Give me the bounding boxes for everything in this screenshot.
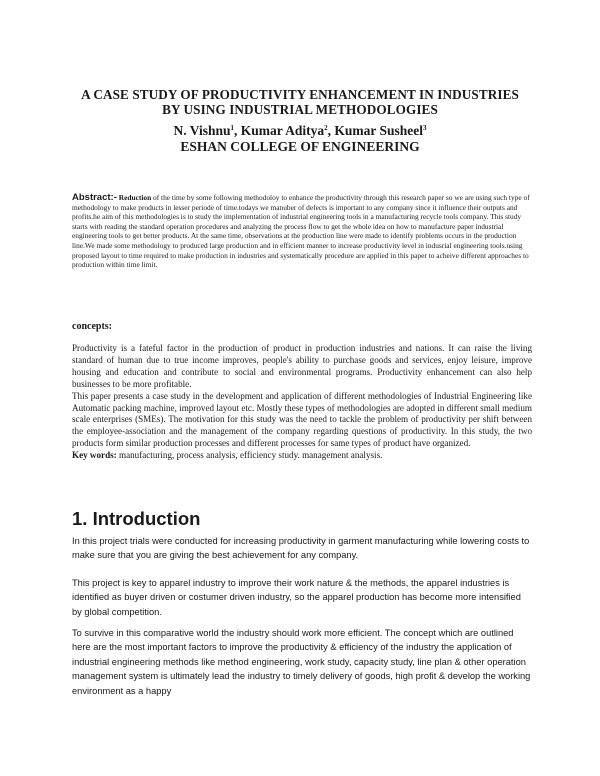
author-affiliation-mark: 1 [230, 124, 234, 132]
title-line-1: A CASE STUDY OF PRODUCTIVITY ENHANCEMENT IN INDUSTRIES [81, 87, 519, 102]
abstract-label: Abstract:- [72, 192, 117, 203]
intro-paragraph: To survive in this comparative world the industry should work more efficient. The concept which are outlined here are the most important factors to improve the productivity & efficiency of the industry the application of industrial engineering methods like method engineering, work study, capacity study, line plan & other operation management system is ultimately lead the industry to timely delivery of goods, high profit & develop the working environment as a happy [72, 628, 531, 696]
abstract-text: of the time by some following methodoloy to enhance the productivity through this research paper so we are using such type of methodology to make products in lesser periode of time.todays we manuber of defects is important to any company since it influence their outputs and profits.he aim of this methodologies is to study the implementation of industrial engineering tools in a manufacturing recycle tools company. This study starts with reading the standard operation procedures and analyzing the process flow to get the whole idea on how to manufacture paper industrial engineering tools to get better products. At the same time, observations at the production line were made to identify problems occurs in the production line.We made some methodology to produced large production and in efficient manner to increase productivity level in indusrial engineering tools.using proposed layout to time required to make production in industries and systematically procedure are applied in this paper to acheive different approaches to production within time limit. [72, 193, 530, 270]
abstract-lead-word: Reduction [118, 193, 152, 202]
author-name: Kumar Susheel [334, 123, 424, 138]
author-separator: , [234, 123, 241, 138]
author-list [60, 120, 540, 139]
paper-title [60, 87, 540, 117]
title-line-2: BY USING INDUSTRIAL METHODOLOGIES [162, 102, 438, 117]
body-paragraph: This paper presents a case study in the development and application of different methodologies of Industrial Engineering like Automatic packing machine, improved layout etc. Mostly these types of methodologies are adopted in different small medium scale enterprises (SMEs). The motivation for this study was the need to tackle the problem of productivity per shift between the employee-association and the management of the company regarding questions of productivity. In this study, the two products form similar production processes and different processes for same types of product have organized. [72, 390, 532, 449]
concepts-body [72, 343, 532, 462]
intro-paragraph: This project is key to apparel industry to improve their work nature & the methods, the apparel industries is identified as buyer driven or costumer driven industry, so the apparel production has become more intensified by global competition. [72, 578, 521, 617]
author-affiliation-mark: 3 [423, 124, 427, 132]
author-name: Kumar Aditya [240, 123, 325, 138]
affiliation: ESHAN COLLEGE OF ENGINEERING [180, 139, 420, 154]
keywords-text: manufacturing, process analysis, efficiency study. management analysis. [116, 450, 383, 461]
author-separator: , [327, 123, 335, 138]
author-name: N. Vishnu [173, 123, 231, 138]
body-paragraph: Productivity is a fateful factor in the production of product in production industries and nations. It can raise the living standard of human due to true income improves, people's ability to purchase goods and services, enjoy leisure, improve housing and education and contribute to social and environmental programs. Productivity enhancement can also help businesses to be more profitable. [72, 343, 532, 389]
concepts-heading: concepts: [72, 321, 112, 332]
keywords [72, 450, 532, 462]
author-affiliation-mark: 2 [324, 124, 328, 132]
section-heading-introduction: 1. Introduction [72, 508, 201, 529]
abstract [72, 193, 532, 270]
intro-paragraph: In this project trials were conducted for increasing productivity in garment manufacturing while lowering costs to make sure that you are giving the best achievement for any company. [72, 536, 530, 561]
keywords-label: Key words: [72, 450, 117, 461]
